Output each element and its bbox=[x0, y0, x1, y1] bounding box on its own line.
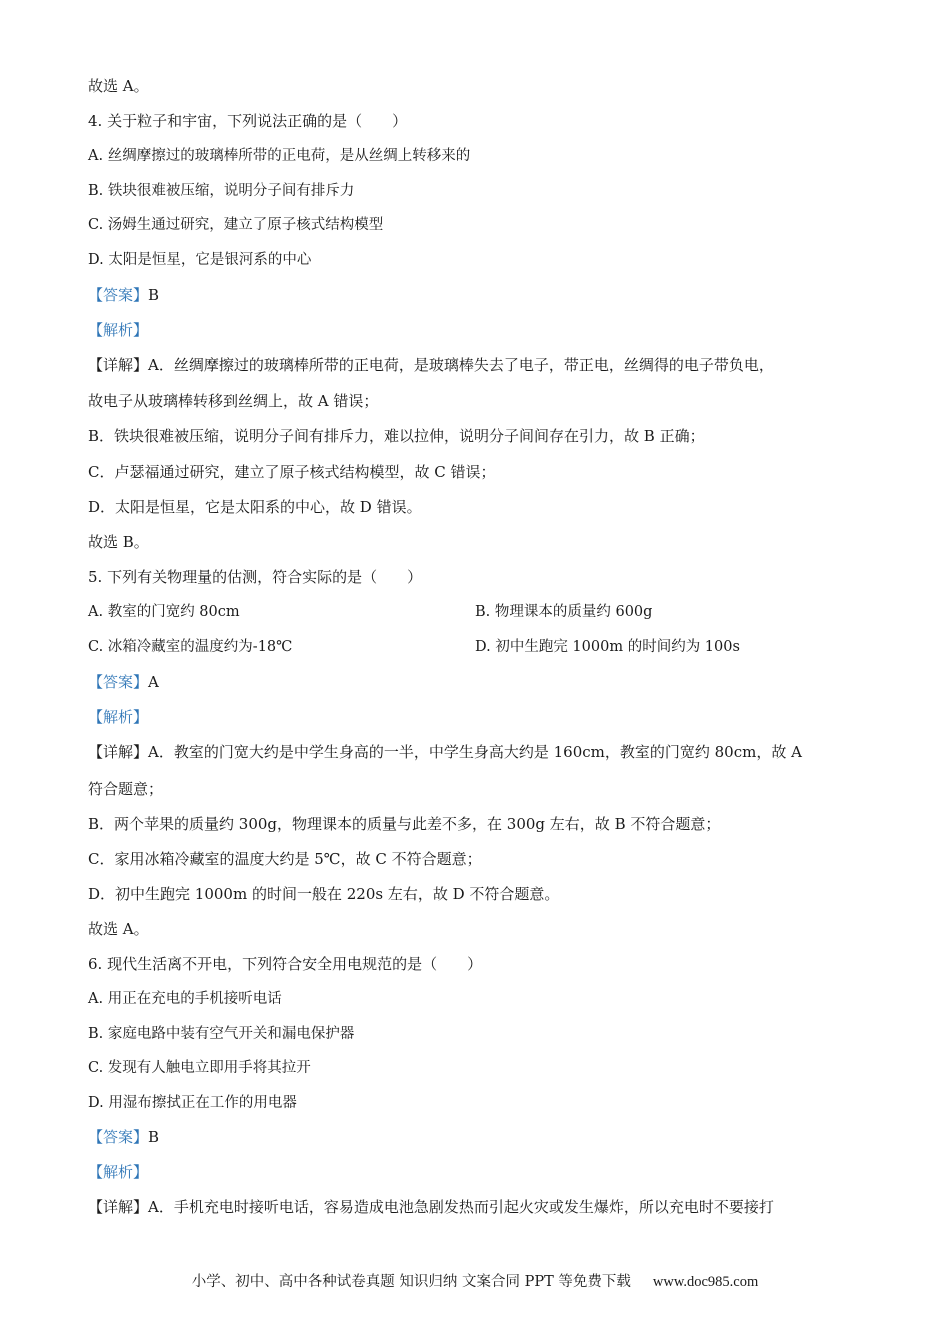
option-5d: D. 初中生跑完 1000m 的时间约为 100s bbox=[475, 639, 740, 655]
answer-tag: 【答案】 bbox=[88, 673, 149, 691]
detail-5-2: 符合题意； bbox=[88, 780, 164, 798]
detail-5-1 bbox=[88, 742, 868, 762]
option-row-5cd bbox=[88, 637, 868, 657]
answer-6 bbox=[88, 1127, 868, 1147]
detail-tag: 【详解】 bbox=[88, 743, 149, 761]
question-4: 4. 关于粒子和宇宙，下列说法正确的是（ ） bbox=[88, 112, 408, 130]
detail-tag: 【详解】 bbox=[88, 356, 149, 374]
option-6b: B. 家庭电路中装有空气开关和漏电保护器 bbox=[88, 1026, 355, 1042]
detail-4-5: D．太阳是恒星，它是太阳系的中心，故 D 错误。 bbox=[88, 498, 422, 516]
answer-4 bbox=[88, 285, 868, 305]
detail-5-5: D．初中生跑完 1000m 的时间一般在 220s 左右，故 D 不符合题意。 bbox=[88, 885, 560, 903]
option-6c: C. 发现有人触电立即用手将其拉开 bbox=[88, 1060, 311, 1076]
option-4a: A. 丝绸摩擦过的玻璃棒所带的正电荷，是从丝绸上转移来的 bbox=[88, 148, 471, 164]
answer-tag: 【答案】 bbox=[88, 1128, 149, 1146]
answer-conclusion-5: 故选 A。 bbox=[88, 920, 149, 938]
detail-4-3: B．铁块很难被压缩，说明分子间有排斥力，难以拉伸，说明分子间间存在引力，故 B 正确； bbox=[88, 427, 705, 445]
analysis-tag: 【解析】 bbox=[88, 321, 149, 339]
page-footer bbox=[0, 1270, 950, 1291]
footer-url[interactable]: www.doc985.com bbox=[652, 1274, 759, 1290]
option-4b: B. 铁块很难被压缩，说明分子间有排斥力 bbox=[88, 183, 355, 199]
detail-5-3: B．两个苹果的质量约 300g，物理课本的质量与此差不多，在 300g 左右，故 B 不符合题意； bbox=[88, 815, 721, 833]
footer-text: 小学、初中、高中各种试卷真题 知识归纳 文案合同 PPT 等免费下载 bbox=[191, 1274, 631, 1290]
analysis-tag: 【解析】 bbox=[88, 1163, 149, 1181]
answer-value: A bbox=[148, 673, 159, 691]
answer-conclusion-4: 故选 B。 bbox=[88, 533, 149, 551]
option-6d: D. 用湿布擦拭正在工作的用电器 bbox=[88, 1095, 297, 1111]
detail-4-4: C．卢瑟福通过研究，建立了原子核式结构模型，故 C 错误； bbox=[88, 463, 496, 481]
detail-text: A．丝绸摩擦过的玻璃棒所带的正电荷，是玻璃棒失去了电子，带正电，丝绸得的电子带负电， bbox=[148, 356, 774, 374]
detail-5-4: C．家用冰箱冷藏室的温度大约是 5℃，故 C 不符合题意； bbox=[88, 850, 482, 868]
detail-text: A．手机充电时接听电话，容易造成电池急剧发热而引起火灾或发生爆炸，所以充电时不要接打 bbox=[148, 1198, 774, 1216]
option-5b: B. 物理课本的质量约 600g bbox=[475, 604, 653, 620]
option-5c: C. 冰箱冷藏室的温度约为-18℃ bbox=[88, 639, 293, 655]
question-5: 5. 下列有关物理量的估测，符合实际的是（ ） bbox=[88, 568, 423, 586]
detail-6-1 bbox=[88, 1197, 868, 1217]
detail-tag: 【详解】 bbox=[88, 1198, 149, 1216]
answer-5 bbox=[88, 672, 868, 692]
option-6a: A. 用正在充电的手机接听电话 bbox=[88, 991, 282, 1007]
answer-value: B bbox=[148, 1128, 160, 1146]
answer-tag: 【答案】 bbox=[88, 286, 149, 304]
analysis-tag: 【解析】 bbox=[88, 708, 149, 726]
detail-4-1 bbox=[88, 355, 868, 375]
detail-text: A．教室的门宽大约是中学生身高的一半，中学生身高大约是 160cm，教室的门宽约 80cm，故 A bbox=[148, 743, 802, 761]
option-5a: A. 教室的门宽约 80cm bbox=[88, 604, 240, 620]
detail-4-2: 故电子从玻璃棒转移到丝绸上，故 A 错误； bbox=[88, 392, 379, 410]
question-6: 6. 现代生活离不开电，下列符合安全用电规范的是（ ） bbox=[88, 955, 483, 973]
option-row-5ab bbox=[88, 602, 868, 622]
option-4c: C. 汤姆生通过研究，建立了原子核式结构模型 bbox=[88, 217, 384, 233]
answer-conclusion: 故选 A。 bbox=[88, 77, 149, 95]
answer-value: B bbox=[148, 286, 160, 304]
option-4d: D. 太阳是恒星，它是银河系的中心 bbox=[88, 252, 312, 268]
